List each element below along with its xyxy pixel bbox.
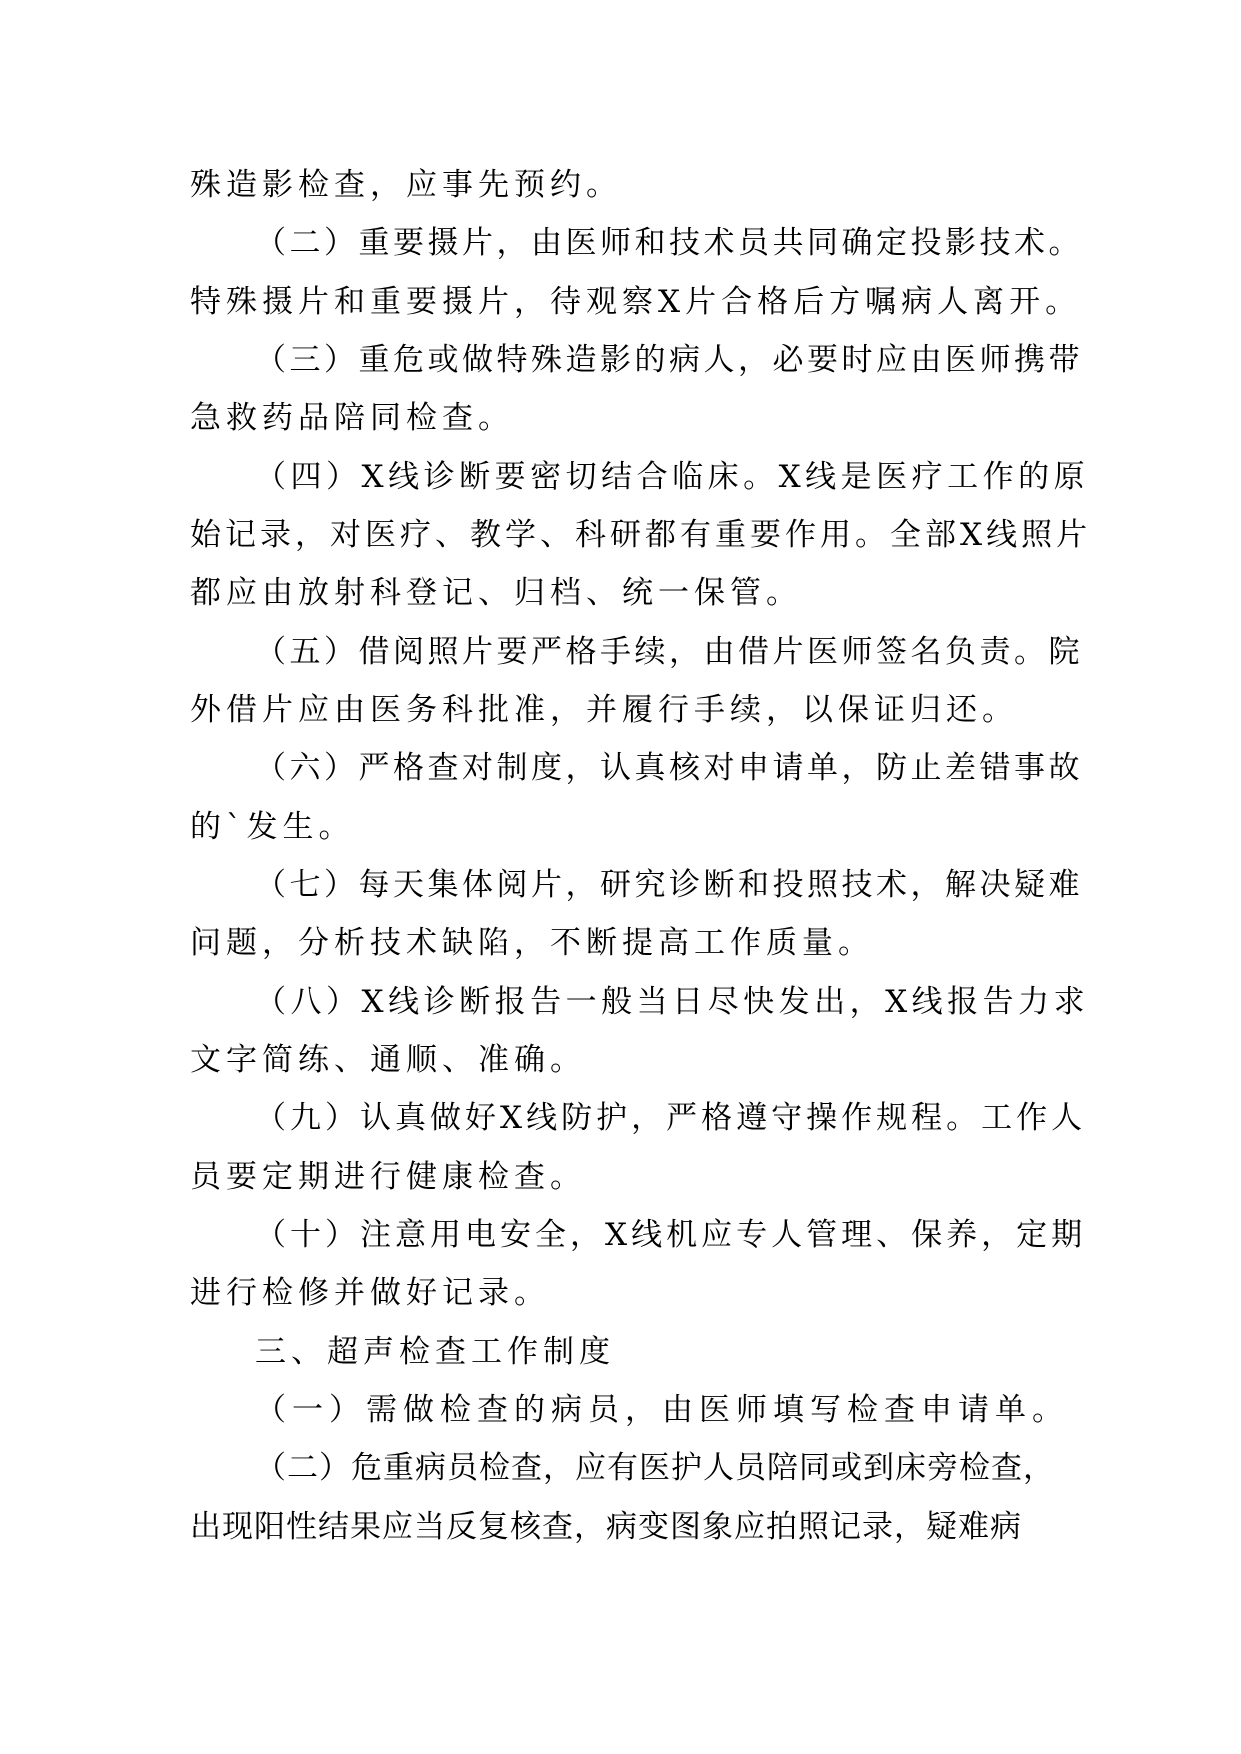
text-line: 进行检修并做好记录。 xyxy=(190,1275,550,1311)
text-line: （十）注意用电安全，X线机应专人管理、保养，定期 xyxy=(255,1217,1087,1253)
text-line: （八）X线诊断报告一般当日尽快发出，X线报告力求 xyxy=(255,984,1090,1020)
text-line: 始记录，对医疗、教学、科研都有重要作用。全部X线照片 xyxy=(190,517,1092,553)
text-line: 外借片应由医务科批准，并履行手续，以保证归还。 xyxy=(190,692,1018,728)
text-line: （二）重要摄片，由医师和技术员共同确定投影技术。 xyxy=(255,225,1083,261)
text-line: 出现阳性结果应当反复核查，病变图象应拍照记录，疑难病 xyxy=(190,1509,1022,1545)
text-line: 殊造影检查，应事先预约。 xyxy=(190,167,622,203)
text-line: （四）X线诊断要密切结合临床。X线是医疗工作的原 xyxy=(255,459,1090,495)
text-line: （二）危重病员检查，应有医护人员陪同或到床旁检查， xyxy=(255,1450,1055,1486)
text-line: （一）需做检查的病员，由医师填写检查申请单。 xyxy=(255,1392,1069,1428)
text-line: 特殊摄片和重要摄片，待观察X片合格后方嘱病人离开。 xyxy=(190,284,1082,320)
text-line: （三）重危或做特殊造影的病人，必要时应由医师携带 xyxy=(255,342,1083,378)
text-line: 急救药品陪同检查。 xyxy=(190,400,514,436)
text-line: 的`发生。 xyxy=(190,809,355,845)
text-line: 文字简练、通顺、准确。 xyxy=(190,1042,586,1078)
text-line: （五）借阅照片要严格手续，由借片医师签名负责。院 xyxy=(255,634,1083,670)
text-line: （七）每天集体阅片，研究诊断和投照技术，解决疑难 xyxy=(255,867,1083,903)
text-line: （六）严格查对制度，认真核对申请单，防止差错事故 xyxy=(255,750,1083,786)
text-line: 都应由放射科登记、归档、统一保管。 xyxy=(190,575,802,611)
text-line: 员要定期进行健康检查。 xyxy=(190,1159,586,1195)
text-line: 问题，分析技术缺陷，不断提高工作质量。 xyxy=(190,925,874,961)
text-line: （九）认真做好X线防护，严格遵守操作规程。工作人 xyxy=(255,1100,1087,1136)
section-heading: 三、超声检查工作制度 xyxy=(255,1334,615,1370)
